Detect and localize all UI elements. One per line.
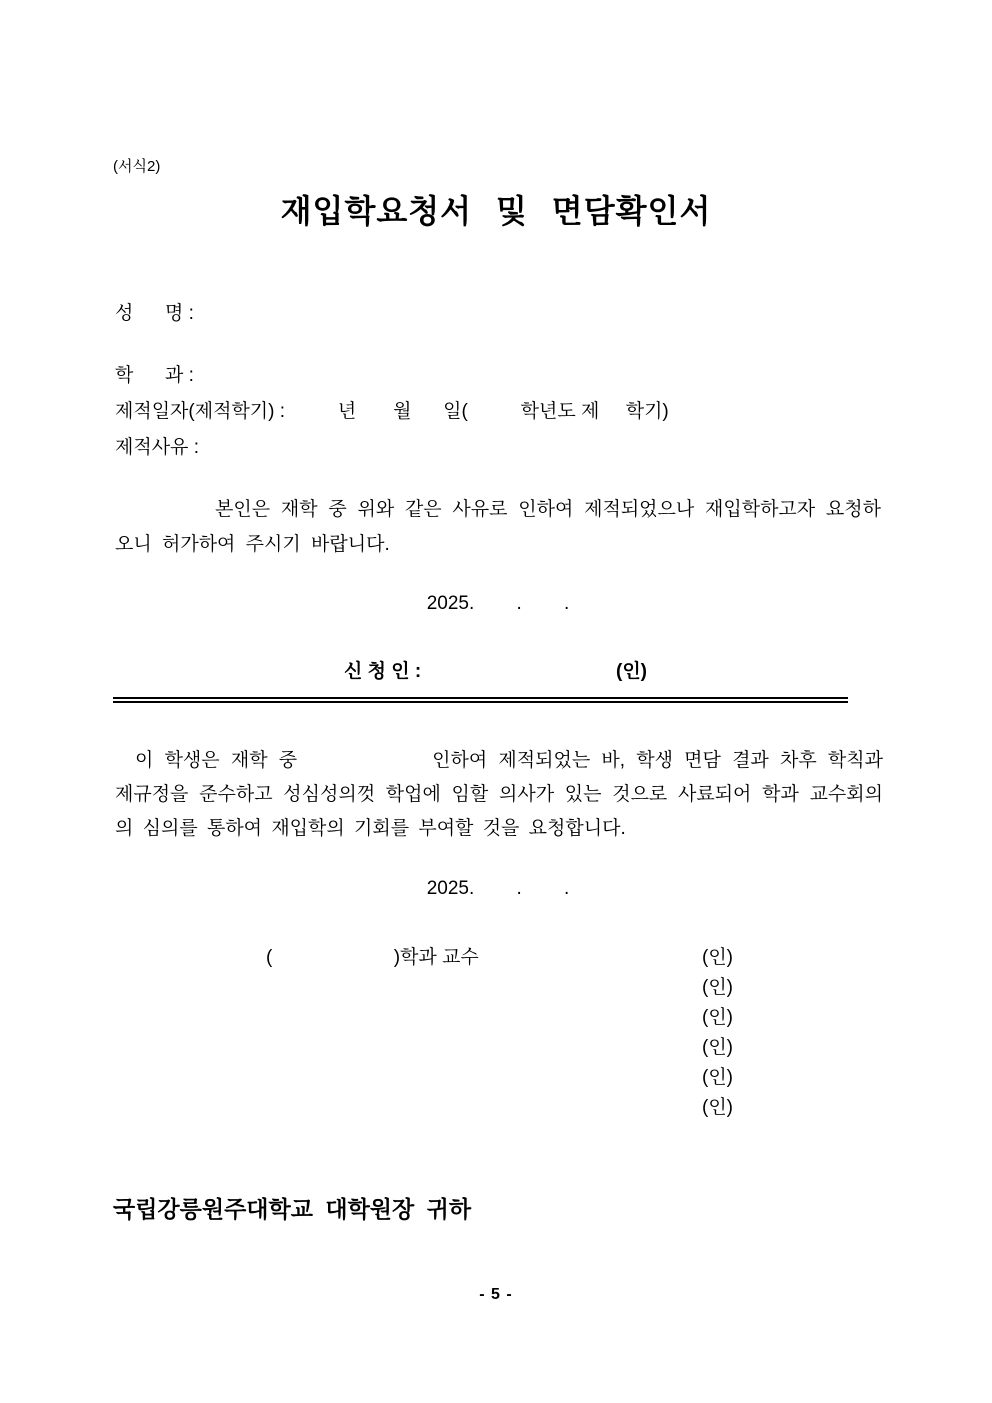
professor-seal-placeholder: (인) xyxy=(702,1037,734,1058)
reason-blank-space xyxy=(297,765,432,766)
expulsion-date-field-label: 제적일자(제적학기) : 년 월 일( 학년도 제 학기) xyxy=(115,401,669,422)
form-number-label: (서식2) xyxy=(113,158,161,175)
request-date-line: 2025. . . xyxy=(426,593,570,614)
department-professor-label: ( )학과 교수 xyxy=(266,947,479,968)
recipient-line: 국립강릉원주대학교 대학원장 귀하 xyxy=(113,1196,472,1222)
professor-seal-placeholder: (인) xyxy=(702,977,734,998)
expulsion-reason-field-label: 제적사유 : xyxy=(115,437,199,458)
applicant-label: 신 청 인 : xyxy=(344,661,422,682)
interview-confirmation-paragraph xyxy=(115,744,883,846)
readmission-request-paragraph: 본인은 재학 중 위와 같은 사유로 인하여 제적되었으나 재입학하고자 요청하오니 허가하여 주시기 바랍니다. xyxy=(115,499,881,555)
professor-seal-placeholder: (인) xyxy=(702,947,734,968)
professor-seal-placeholder: (인) xyxy=(702,1067,734,1088)
professor-seal-placeholder: (인) xyxy=(702,1007,734,1028)
name-field-label: 성 명 : xyxy=(115,303,194,324)
page-number: - 5 - xyxy=(479,1286,513,1303)
interview-date-line: 2025. . . xyxy=(426,878,570,899)
interview-paragraph-prefix: 이 학생은 재학 중 xyxy=(135,750,298,771)
double-rule-divider xyxy=(113,697,848,703)
professor-seal-placeholder: (인) xyxy=(702,1097,734,1118)
interview-paragraph-suffix: 인하여 제적되었는 바, 학생 면담 결과 차후 학칙과 제규정을 준수하고 성심성의껏 학업에 임할 의사가 있는 것으로 사료되어 학과 교수회의의 심의를 통하여 재입학의 기회를 부여할 것을 요청합니다. xyxy=(115,750,883,839)
page-title: 재입학요청서 및 면담확인서 xyxy=(280,193,712,229)
department-field-label: 학 과 : xyxy=(115,365,194,386)
applicant-seal-placeholder: (인) xyxy=(616,661,648,682)
